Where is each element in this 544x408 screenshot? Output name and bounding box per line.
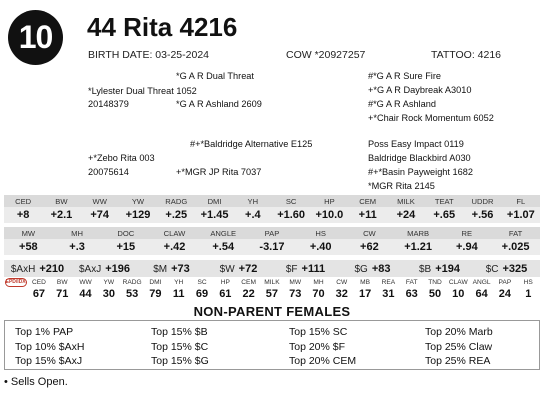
- index-label: $AxJ: [78, 263, 102, 275]
- epd-label: MW: [21, 228, 36, 238]
- epd-label: PAP: [264, 228, 280, 238]
- epd-label: RE: [461, 228, 473, 238]
- epd-label: MH: [71, 228, 83, 238]
- epd-value: +.3: [69, 241, 85, 253]
- pedigree-sire-sire-reg: 20148379: [88, 99, 129, 109]
- index-value: +73: [171, 262, 190, 275]
- index-value: +72: [238, 262, 258, 275]
- percentile-label: YW: [103, 278, 115, 286]
- pedigree-sire-dam-sire: #*G A R Sure Fire: [368, 71, 442, 81]
- epd-label: MILK: [397, 196, 415, 206]
- percentile-label: HS: [523, 278, 533, 286]
- epd-label: YH: [247, 196, 259, 206]
- epd-value: +58: [19, 241, 38, 253]
- sale-note: • Sells Open.: [4, 376, 68, 388]
- pedigree-sire-dam-dam: #*G A R Ashland: [368, 99, 436, 109]
- lot-number-badge: 10: [8, 10, 63, 65]
- index-item: [71, 263, 138, 275]
- percentile-label: ANGL: [472, 278, 491, 286]
- percentile-value: 70: [312, 288, 325, 300]
- index-label: $G: [354, 263, 368, 275]
- rank-column-2: [151, 325, 209, 369]
- index-value: +83: [371, 262, 391, 275]
- percentile-label: DMI: [149, 278, 162, 286]
- percentile-value: 69: [195, 288, 209, 300]
- pedigree-sire-sire-sire: *G A R Dual Threat: [176, 71, 254, 81]
- pedigree-dam-dam-sire: Poss Easy Impact 0119: [368, 139, 464, 149]
- index-label: $AxH: [10, 263, 36, 275]
- epd-table-row1: [4, 195, 540, 223]
- birth-date: BIRTH DATE: 03-25-2024: [88, 49, 209, 61]
- epd-value: +.42: [163, 241, 186, 253]
- rank-item: Top 20% CEM: [289, 355, 357, 367]
- percentile-label: REA: [381, 278, 396, 286]
- percentile-value: 11: [172, 288, 185, 300]
- epd-value: +11: [358, 209, 377, 221]
- rank-item: Top 25% REA: [425, 355, 491, 367]
- epd-label: HP: [324, 196, 335, 206]
- percentile-label: CED: [31, 278, 46, 286]
- rank-item: Top 25% Claw: [425, 340, 493, 353]
- epd-label: FAT: [508, 228, 523, 238]
- percentile-value: 30: [102, 288, 115, 300]
- epd-value: +8: [16, 209, 30, 221]
- pedigree-dam-sire-reg: 20075614: [88, 167, 129, 177]
- pedigree-sire-sire: *Lylester Dual Threat 1052: [88, 86, 197, 96]
- epd-label: UDDR: [471, 196, 494, 206]
- percentile-label: BW: [56, 278, 68, 286]
- epd-label: TEAT: [434, 196, 454, 206]
- percentile-label: MH: [313, 278, 324, 286]
- percentile-value: 10: [452, 288, 465, 300]
- percentile-value: 53: [126, 288, 139, 300]
- percentile-label: FAT: [405, 278, 418, 286]
- epd-value: -3.17: [259, 241, 285, 253]
- percentile-label: SC: [197, 278, 207, 286]
- epd-label: FL: [516, 196, 526, 206]
- index-item: [406, 263, 473, 275]
- epd-value: +.65: [433, 209, 456, 221]
- epd-label: CED: [15, 196, 32, 206]
- percentile-value: 64: [475, 288, 488, 300]
- epd-label: SC: [285, 196, 297, 206]
- rank-column-3: [289, 325, 356, 369]
- index-item: [4, 263, 71, 275]
- percentile-value: 22: [242, 288, 255, 300]
- epd-value: +.25: [165, 209, 188, 221]
- epd-value: +2.1: [50, 209, 73, 221]
- percentile-logo-cell: [4, 277, 27, 287]
- epd-value: +129: [125, 209, 151, 221]
- epd-label: CLAW: [163, 228, 186, 238]
- pedigree-dam-dam-dam-sire: #+*Basin Payweight 1682: [368, 167, 473, 177]
- pedigree-dam-sire-dam: +*MGR JP Rita 7037: [176, 167, 262, 177]
- rank-item: Top 15% $G: [151, 355, 209, 367]
- non-parent-females-title: NON-PARENT FEMALES: [193, 304, 351, 319]
- rank-item: Top 15% $AxJ: [15, 355, 83, 367]
- percentile-value: 71: [56, 288, 69, 300]
- percentile-value: 73: [289, 288, 302, 300]
- registration-number: COW *20927257: [286, 49, 366, 61]
- pedigree-dam-sire: +*Zebo Rita 003: [88, 153, 155, 163]
- epd-label: CW: [363, 228, 376, 238]
- epd-value: +1.45: [200, 209, 229, 221]
- index-label: $B: [418, 263, 432, 275]
- epd-value: +.56: [471, 209, 494, 221]
- index-label: $M: [153, 263, 168, 275]
- epd-value: +1.21: [404, 241, 433, 253]
- percentile-label: MB: [360, 278, 371, 286]
- epd-value: +74: [90, 209, 110, 221]
- epd-value: +15: [116, 241, 136, 253]
- rank-item: Top 20% $F: [289, 340, 346, 353]
- index-item: [272, 263, 339, 275]
- percentile-value: 1: [525, 288, 532, 300]
- percentile-table: [4, 277, 540, 301]
- percentile-label: RADG: [122, 278, 142, 286]
- percentile-label: HP: [220, 278, 230, 286]
- epd-table-row2: [4, 227, 540, 255]
- index-label: $F: [285, 263, 298, 275]
- percentile-label: MILK: [264, 278, 280, 286]
- epd-label: WW: [92, 196, 107, 206]
- epd-label: CEM: [359, 196, 377, 206]
- index-item: [339, 263, 406, 275]
- epd-value: +1.07: [506, 209, 535, 221]
- rank-column-4: [425, 325, 493, 369]
- epd-label: MARB: [407, 228, 430, 238]
- epd-label: HS: [315, 228, 326, 238]
- rank-item: Top 15% $C: [151, 340, 209, 353]
- epd-label: DOC: [117, 228, 135, 238]
- index-value: +325: [502, 262, 528, 275]
- percentile-value: 32: [335, 288, 348, 300]
- rank-item: Top 10% $AxH: [15, 340, 85, 353]
- index-label: $W: [219, 263, 235, 275]
- percentile-label: TND: [428, 278, 442, 286]
- rank-column-1: [15, 325, 84, 369]
- percentile-value: 31: [382, 288, 395, 300]
- percentile-label: YH: [174, 278, 184, 286]
- percentile-logo: EPD/IDX: [5, 278, 26, 285]
- epd-label: BW: [55, 196, 68, 206]
- epd-label: ANGLE: [210, 228, 237, 238]
- rank-item: Top 20% Marb: [425, 326, 493, 338]
- epd-value: +1.60: [277, 209, 306, 221]
- epd-value: +.025: [501, 241, 530, 253]
- pedigree-sire-dam-dam-dam: +*Chair Rock Momentum 6052: [368, 113, 494, 123]
- epd-value: +.40: [309, 241, 332, 253]
- tattoo: TATTOO: 4216: [431, 49, 502, 61]
- epd-label: DMI: [207, 196, 222, 206]
- epd-value: +.54: [212, 241, 235, 253]
- index-item: [205, 263, 272, 275]
- index-item: [473, 263, 540, 275]
- percentile-blank-cell: [4, 287, 27, 301]
- pedigree-sire-sire-dam: *G A R Ashland 2609: [176, 99, 262, 109]
- rank-item: Top 15% SC: [289, 326, 348, 338]
- rank-item: Top 1% PAP: [15, 326, 74, 338]
- percentile-value: 17: [358, 288, 372, 300]
- percentile-value: 63: [405, 288, 418, 300]
- rank-item: Top 15% $B: [151, 326, 208, 338]
- index-item: [138, 263, 205, 275]
- pedigree-sire-dam: +*G A R Daybreak A3010: [368, 85, 472, 95]
- non-parent-females-box: [4, 320, 540, 370]
- index-value: +111: [301, 262, 326, 275]
- percentile-value: 57: [265, 288, 279, 300]
- percentile-label: CW: [336, 278, 348, 286]
- index-label: $C: [485, 263, 499, 275]
- percentile-value: 61: [219, 288, 232, 300]
- pedigree-dam-dam-dam: *MGR Rita 2145: [368, 181, 435, 191]
- pedigree-dam-dam: Baldridge Blackbird A030: [368, 153, 471, 163]
- index-value: +194: [435, 262, 460, 275]
- index-value: +210: [39, 262, 65, 275]
- percentile-label: WW: [79, 278, 92, 286]
- percentile-value: 24: [498, 288, 511, 300]
- epd-label: YW: [131, 196, 145, 206]
- percentile-value: 44: [79, 288, 92, 300]
- epd-value: +62: [360, 241, 379, 253]
- percentile-value: 79: [149, 288, 162, 300]
- index-value: +196: [105, 262, 130, 275]
- percentile-label: CEM: [241, 278, 256, 286]
- percentile-label: PAP: [498, 278, 512, 286]
- epd-value: +.4: [245, 209, 261, 221]
- epd-value: +.94: [455, 241, 478, 253]
- animal-name: 44 Rita 4216: [87, 12, 238, 42]
- percentile-value: 50: [428, 288, 442, 300]
- percentile-label: CLAW: [448, 278, 468, 286]
- epd-value: +10.0: [315, 209, 344, 221]
- pedigree-dam-sire-sire: #+*Baldridge Alternative E125: [190, 139, 313, 149]
- epd-value: +24: [396, 209, 416, 221]
- percentile-label: MW: [289, 278, 302, 286]
- index-values-row: [4, 260, 540, 277]
- epd-label: RADG: [165, 196, 188, 206]
- percentile-value: 67: [32, 288, 46, 300]
